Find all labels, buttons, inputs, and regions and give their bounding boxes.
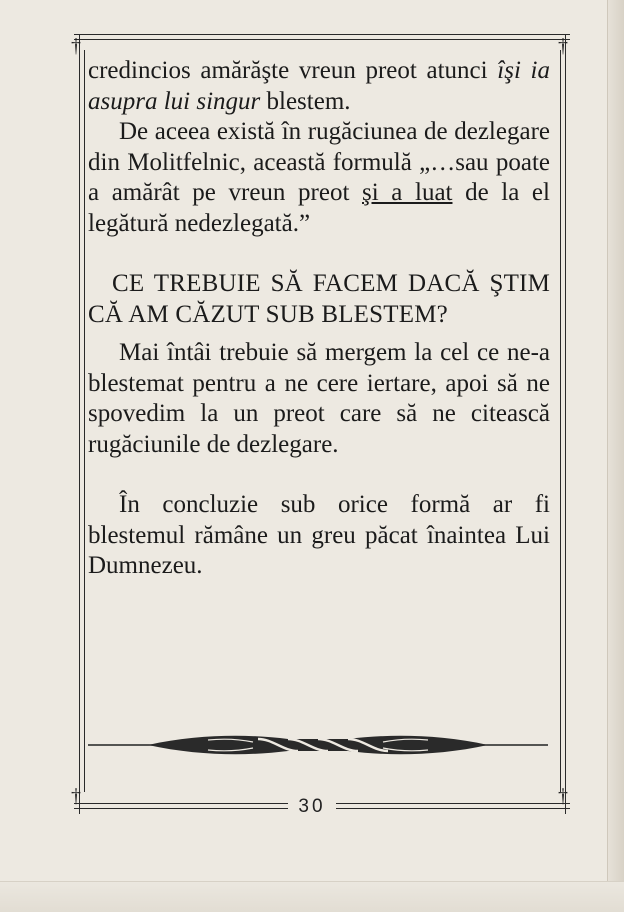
frame-left-rule-inner (84, 50, 85, 792)
paragraph-continuation (88, 56, 550, 117)
paragraph-what-to-do: Mai întâi trebuie să mergem la cel ce ne-a blestemat pentru a ne cere iertare, apoi să ne spovedim la un preot care să ne citească rugăciunile de dezlegare. (88, 339, 550, 458)
cross-icon-bottom-left: † (71, 785, 81, 807)
frame-right-rule-inner (560, 50, 561, 792)
frame-right-rule-outer (565, 34, 566, 814)
cross-icon-top-left: † (71, 35, 81, 57)
page-number: 30 (288, 796, 336, 818)
cross-icon-bottom-right: † (558, 785, 568, 807)
twisted-rope-ornament-icon (88, 730, 548, 760)
section-heading: CE TREBUIE SĂ FACEM DACĂ ŞTIM CĂ AM CĂZUT SUB BLESTEM? (88, 270, 550, 328)
page-bottom-edge (0, 881, 624, 912)
p2-start: De aceea există în rugăciunea de dezlegare din Molitfelnic, această formulă „…sau poate a amărât pe vreun preot (88, 118, 550, 206)
paragraph-conclusion: În concluzie sub orice formă ar fi blestemul rămâne un greu păcat înaintea Lui Dumnezeu. (88, 491, 550, 579)
p1-end: blestem. (260, 87, 351, 115)
p1-italic-phrase: îşi ia asupra lui singur (88, 57, 550, 115)
cross-icon-top-right: † (558, 35, 568, 57)
frame-top-rule-outer (74, 34, 570, 35)
p1-line1: credincios amărăşte vreun preot atunci (88, 57, 488, 84)
frame-left-rule-outer (79, 34, 80, 814)
p2-underlined-phrase: şi a luat (362, 179, 453, 206)
p2-end: de la el legătură nedezlegată.” (88, 179, 550, 237)
page-edge (607, 0, 624, 912)
paragraph-molitfelnic (88, 117, 550, 239)
frame-top-rule-inner (74, 39, 570, 40)
page-text (88, 56, 550, 582)
